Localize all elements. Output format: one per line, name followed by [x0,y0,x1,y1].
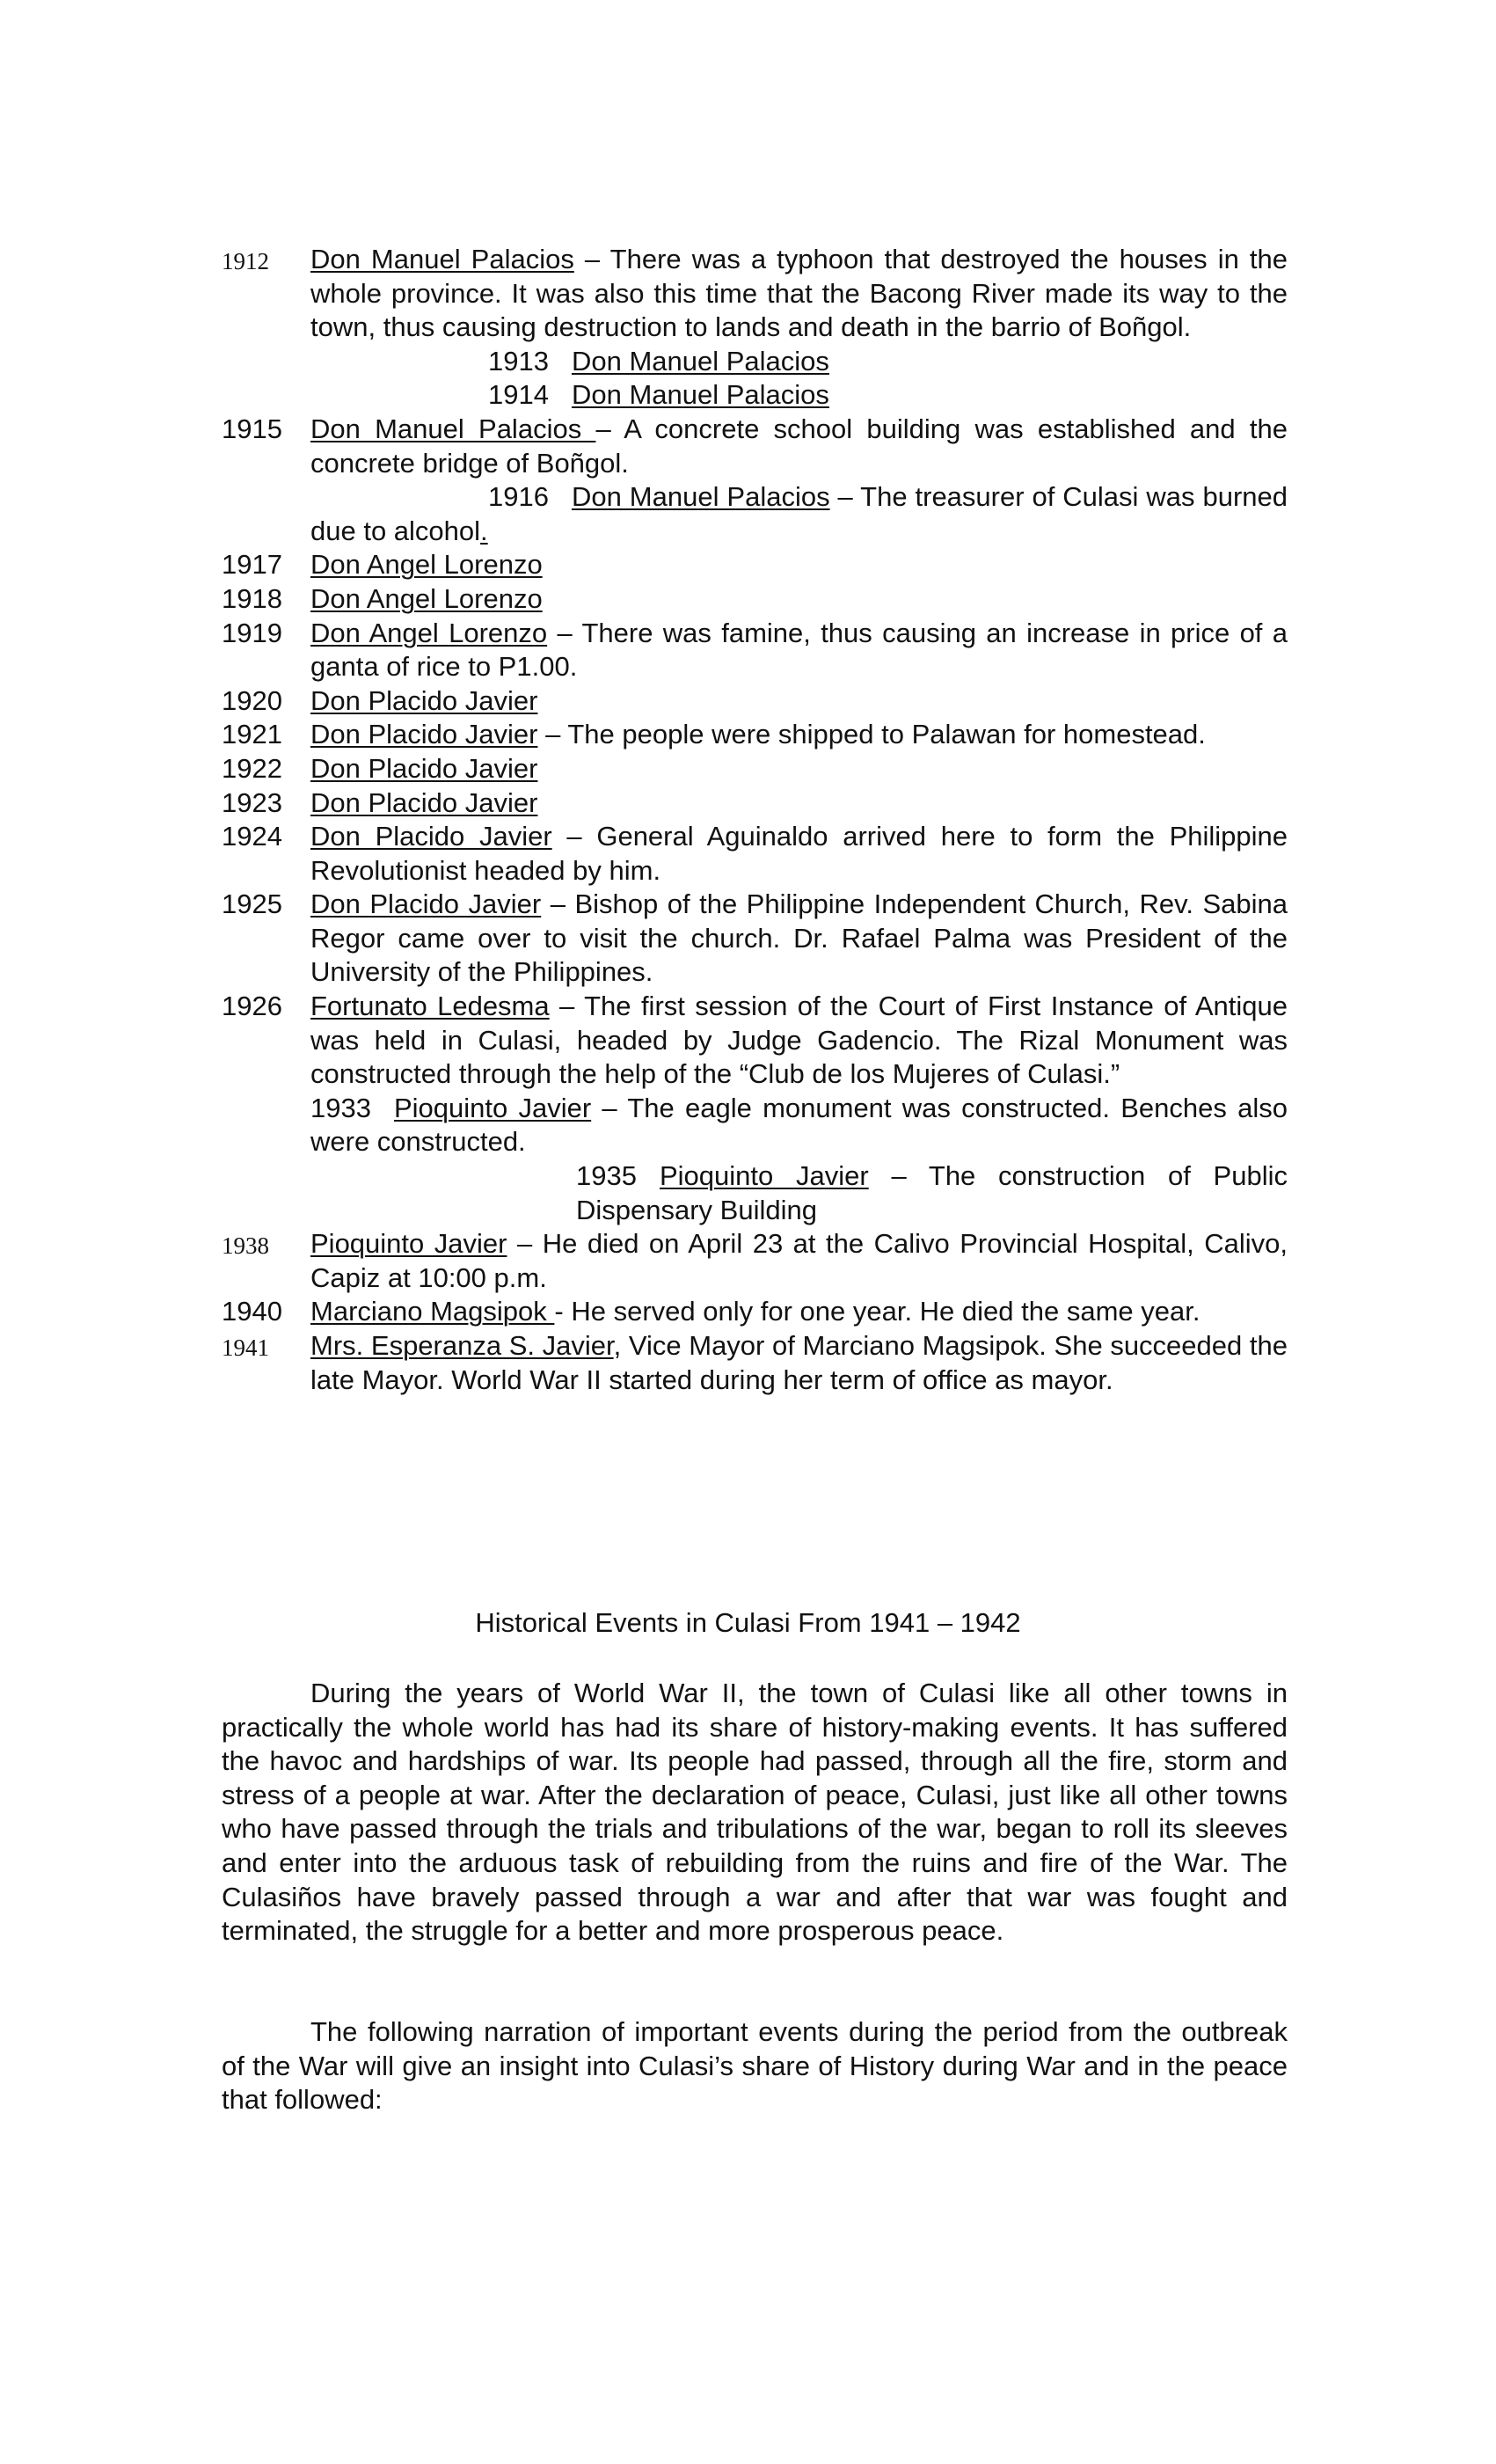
entry-year: 1917 [222,549,282,581]
timeline-entry [222,820,1288,888]
entry-mayor: Don Placido Javier [310,786,538,818]
entry-text: – General Aguinaldo arrived here to form the Philippine Revolutionist headed by him. [310,821,1288,886]
entry-mayor: Don Angel Lorenzo [310,617,548,648]
timeline-entry [222,582,1288,617]
entry-year: 1921 [222,719,282,750]
entry-year: 1915 [222,413,282,444]
entry-year: 1925 [222,888,282,920]
entry-mayor: Don Manuel Palacios [571,481,830,513]
entry-text: – The construction of Public Dispensary Building [576,1160,1288,1225]
entry-year: 1933 [310,1092,371,1123]
timeline-entry [222,413,1288,480]
entry-year: 1916 [488,481,549,513]
entry-year: 1924 [222,821,282,852]
entry-mayor: Don Manuel Palacios [571,345,829,377]
entry-text: , Vice Mayor of Marciano Magsipok. She succeeded the late Mayor. World War II started during her term of office as mayor. [310,1330,1288,1395]
entry-mayor: Don Angel Lorenzo [310,582,543,614]
entry-mayor: Pioquinto Javier [310,1228,507,1260]
timeline-entry [222,617,1288,684]
entry-mayor: Don Placido Javier [310,752,538,784]
body-paragraph: During the years of World War II, the town of Culasi like all other towns in practically the whole world has had its share of history-making events. It has suffered the havoc and hardships of war. Its people had passed, through all the fire, storm and stress of a people at war. After the declaration of peace, Culasi, just like all other towns who have passed through the trials and tribulations of the war, began to roll its sleeves and enter into the arduous task of rebuilding from the ruins and fire of the War. The Culasiños have bravely passed through a war and after that war was fought and terminated, the struggle for a better and more prosperous peace. [222,1678,1288,1947]
entry-text: – The first session of the Court of First Instance of Antique was held in Culasi, headed by Judge Gadencio. The Rizal Monument was constructed through the help of the “Club de los Mujeres of Culasi.” [310,991,1288,1090]
entry-text: – He died on April 23 at the Calivo Provincial Hospital, Calivo, Capiz at 10:00 p.m. [310,1228,1288,1293]
mayor-timeline [222,243,1288,1397]
timeline-entry [222,786,1288,821]
entry-mayor: Don Angel Lorenzo [310,549,543,581]
entry-year: 1918 [222,582,282,614]
entry-mayor: Pioquinto Javier [659,1160,869,1192]
entry-mayor: Don Placido Javier [310,684,538,716]
entry-mayor: Don Placido Javier [310,719,538,750]
entry-text: – The people were shipped to Palawan for homestead. [537,719,1206,750]
timeline-entry [222,1092,1288,1159]
timeline-entry [222,378,1288,413]
timeline-entry [222,480,1288,548]
entry-year: 1938 [222,1232,269,1260]
timeline-entry [222,684,1288,719]
entry-text: - He served only for one year. He died the same year. [554,1296,1200,1327]
entry-mayor: Don Placido Javier [310,888,542,920]
entry-year: 1913 [488,345,549,377]
timeline-entry [222,718,1288,752]
timeline-entry [222,1159,1288,1227]
section-heading: Historical Events in Culasi From 1941 – 1942 [475,1607,1021,1638]
entry-text: – A concrete school building was established and the concrete bridge of Boñgol. [310,413,1288,479]
entry-mayor: Don Placido Javier [310,821,552,852]
entry-year: 1914 [488,379,549,411]
timeline-entry [222,752,1288,786]
entry-mayor: Fortunato Ledesma [310,991,550,1022]
entry-trail: . [480,515,488,546]
entry-mayor: Marciano Magsipok [310,1296,555,1327]
entry-mayor: Don Manuel Palacios [310,413,596,444]
entry-year: 1926 [222,991,282,1022]
body-paragraph: The following narration of important events during the period from the outbreak of the War will give an insight into Culasi’s share of History during War and in the peace that followed: [222,2016,1288,2116]
entry-text: – The eagle monument was constructed. Benches also were constructed. [310,1092,1288,1158]
timeline-entry [222,1295,1288,1329]
entry-mayor: Don Manuel Palacios [310,244,574,274]
entry-text: – Bishop of the Philippine Independent Church, Rev. Sabina Regor came over to visit the church. Dr. Rafael Palma was President of the University of the Philippines. [310,888,1288,988]
entry-year: 1941 [222,1334,269,1361]
timeline-entry [222,888,1288,990]
timeline-entry [222,1227,1288,1295]
timeline-entry [222,548,1288,582]
entry-year: 1923 [222,786,282,818]
entry-year: 1920 [222,684,282,716]
timeline-entry [222,243,1288,345]
timeline-entry [222,1329,1288,1397]
entry-year: 1912 [222,248,269,274]
entry-text: – There was a typhoon that destroyed the houses in the whole province. It was also this time that the Bacong River made its way to the town, thus causing destruction to lands and death in the barrio of Boñgol. [310,244,1288,343]
entry-text: – There was famine, thus causing an increase in price of a ganta of rice to P1.00. [310,617,1288,683]
timeline-entry [222,990,1288,1092]
entry-year: 1919 [222,617,282,648]
entry-year: 1940 [222,1296,282,1327]
timeline-entry [222,345,1288,379]
entry-year: 1922 [222,752,282,784]
entry-mayor: Don Manuel Palacios [571,379,829,411]
entry-text: – The treasurer of Culasi was burned due to alcohol [310,481,1288,546]
entry-mayor: Mrs. Esperanza S. Javier [310,1330,614,1361]
entry-mayor: Pioquinto Javier [393,1092,592,1123]
entry-year: 1935 [576,1160,637,1192]
